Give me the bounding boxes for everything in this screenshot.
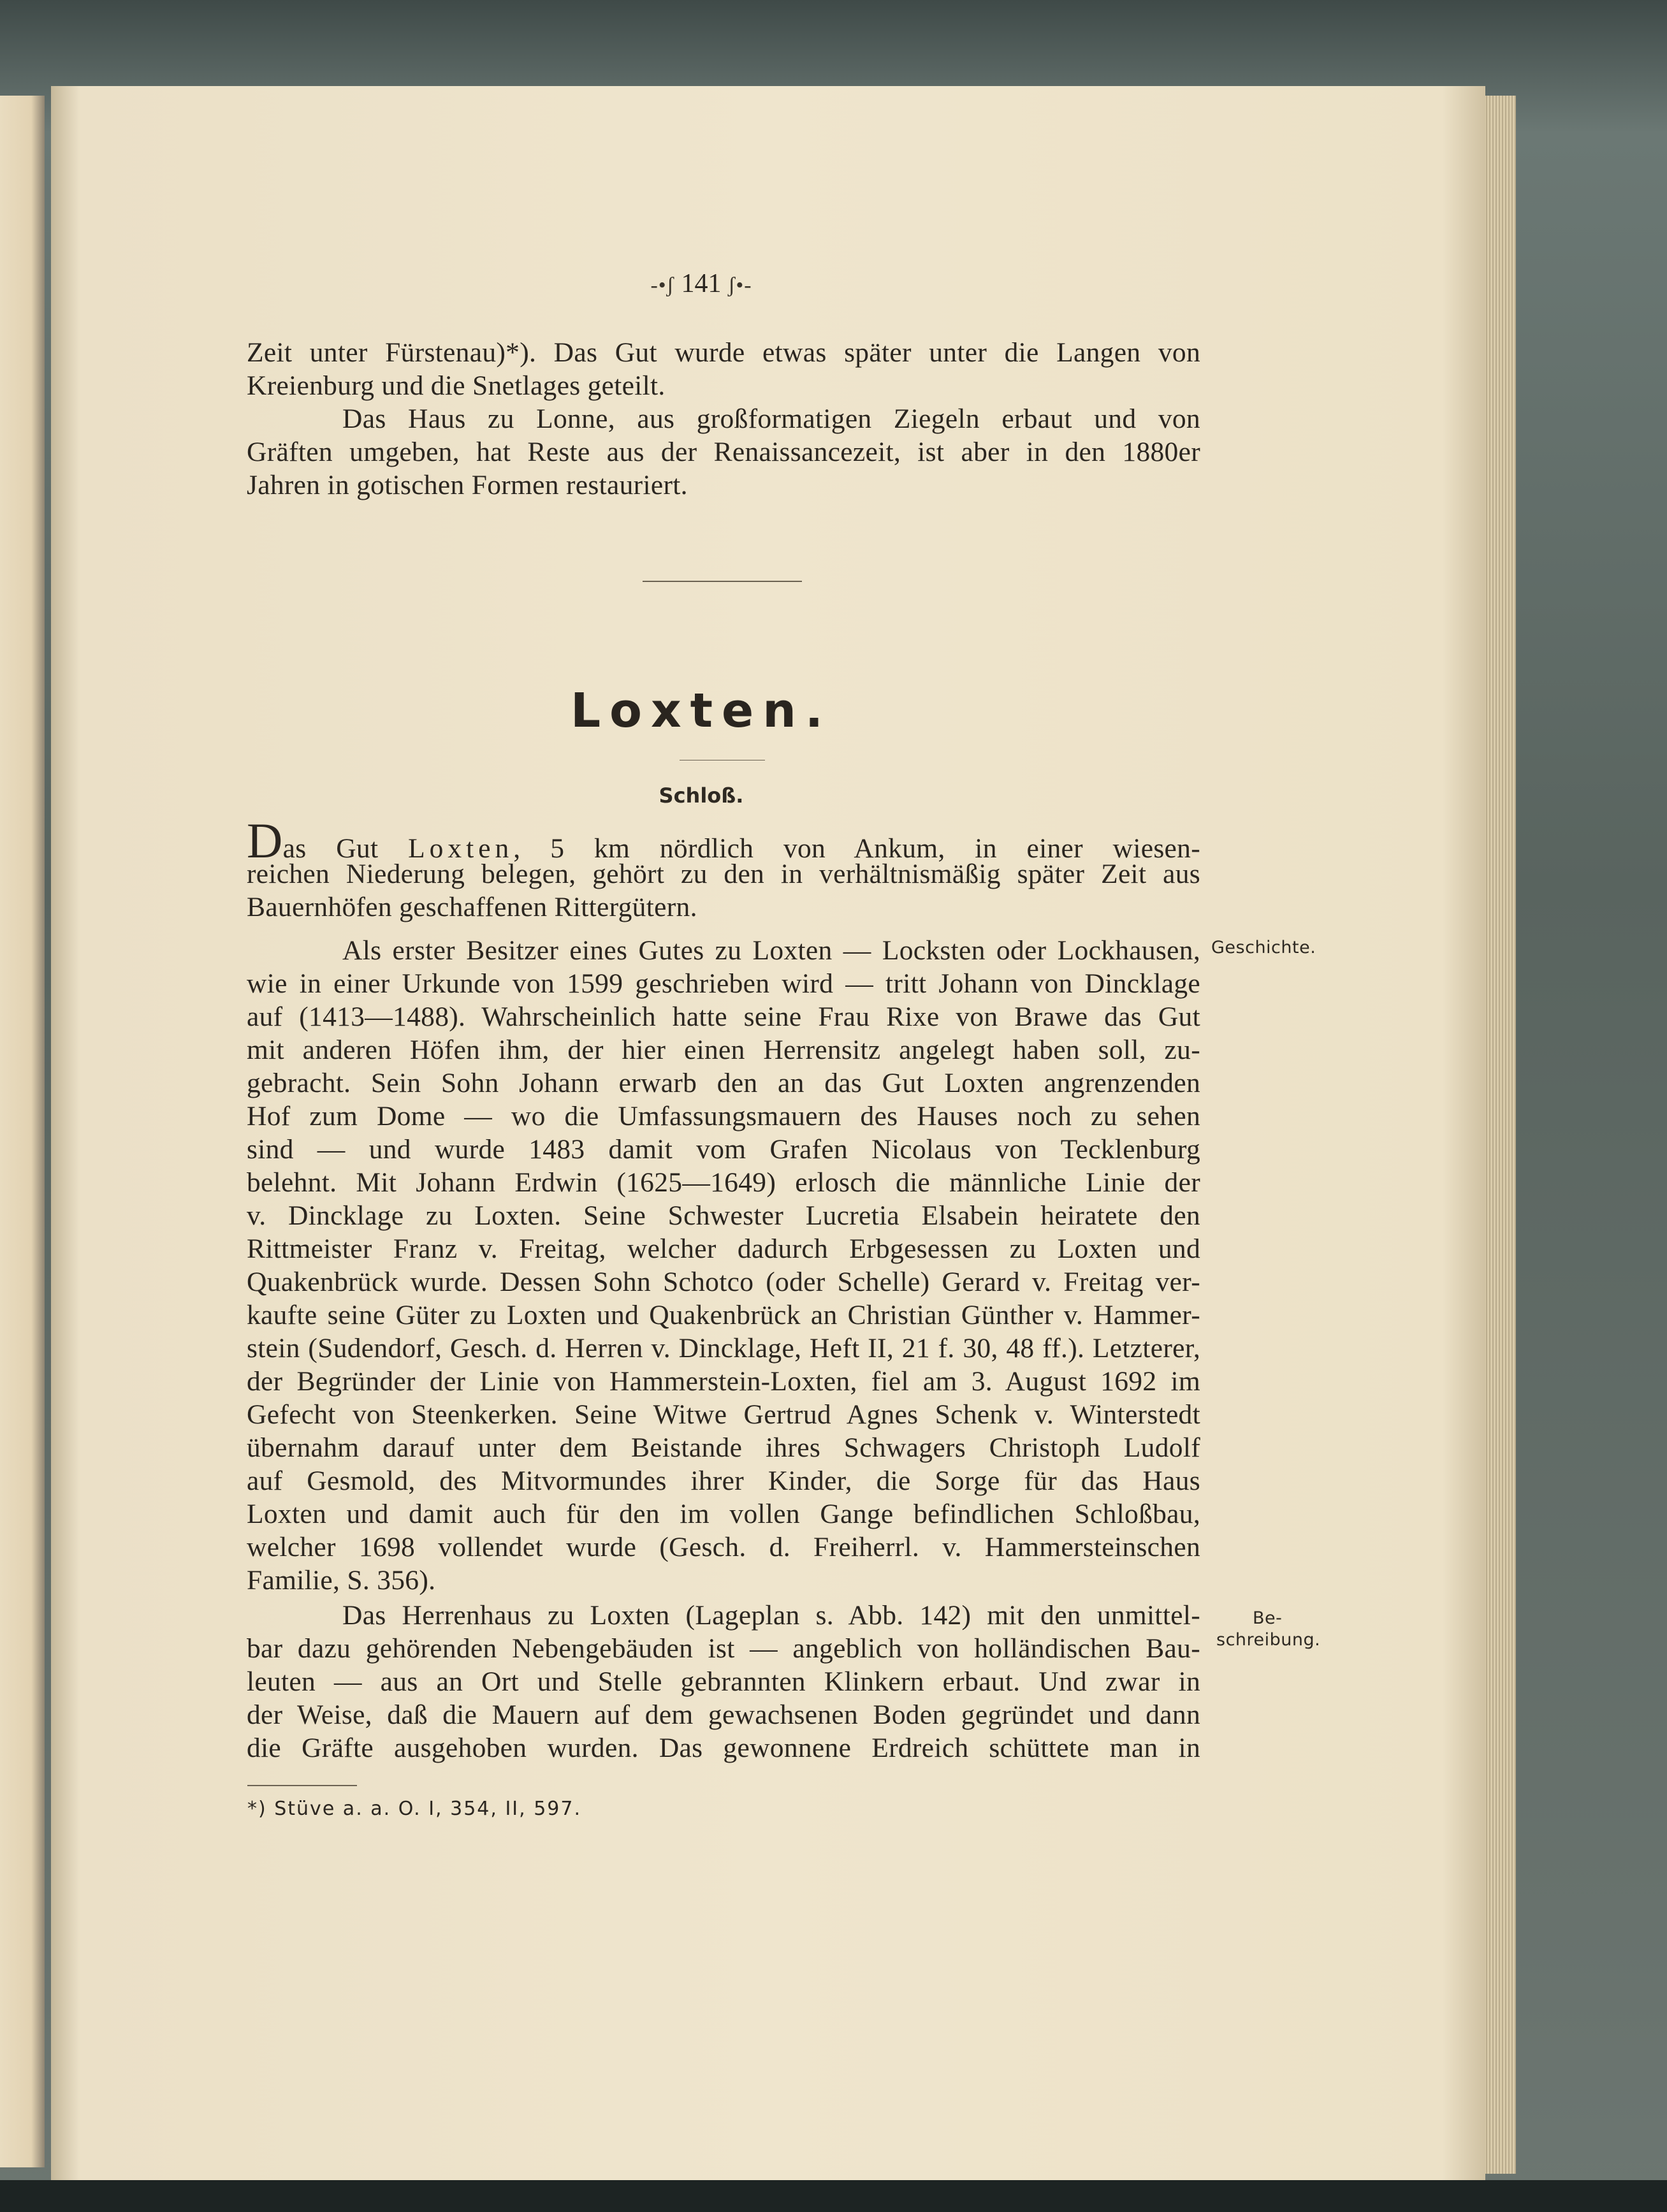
sidenote-description-1: Be-: [1253, 1608, 1283, 1628]
text-line: Jahren in gotischen Formen restauriert.: [247, 470, 688, 500]
text-line: Hof zum Dome — wo die Umfassungsmauern des Hauses noch zu sehen: [247, 1101, 1200, 1131]
page-header: [574, 268, 829, 302]
text-line: stein (Sudendorf, Gesch. d. Herren v. Dincklage, Heft II, 21 f. 30, 48 ff.). Letzterer,: [247, 1333, 1200, 1364]
text-line: reichen Niederung belegen, gehört zu den in verhältnismäßig später Zeit aus: [247, 859, 1200, 889]
drop-initial: D: [247, 813, 283, 868]
text-line: v. Dincklage zu Loxten. Seine Schwester Lucretia Elsabein heiratete den: [247, 1200, 1200, 1231]
ornament-left: -•ʃ: [650, 273, 674, 297]
text-line: sind — und wurde 1483 damit vom Grafen Nicolaus von Tecklenburg: [247, 1134, 1200, 1165]
text-line: belehnt. Mit Johann Erdwin (1625—1649) erlosch die männliche Linie der: [247, 1167, 1200, 1198]
text-line: Quakenbrück wurde. Dessen Sohn Schotco (oder Schelle) Gerard v. Freitag ver-: [247, 1267, 1200, 1297]
binding-bottom: [0, 2180, 1667, 2212]
section-title: Loxten.: [570, 683, 833, 738]
sidenote-description-2: schreibung.: [1216, 1630, 1321, 1650]
text-line: der Begründer der Linie von Hammerstein-Loxten, fiel am 3. August 1692 im: [247, 1366, 1200, 1397]
footnote: *) Stüve a. a. O. I, 354, II, 597.: [247, 1798, 582, 1820]
subsection-title: Schloß.: [659, 783, 744, 808]
text-line: Gefecht von Steenkerken. Seine Witwe Gertrud Agnes Schenk v. Winterstedt: [247, 1399, 1200, 1430]
text-line: wie in einer Urkunde von 1599 geschrieben wird — tritt Johann von Dincklage: [247, 968, 1200, 999]
footnote-rule: [247, 1785, 357, 1786]
text-line: Loxten und damit auch für den im vollen Gange befindlichen Schloßbau,: [247, 1499, 1200, 1529]
text-line: Gräften umgeben, hat Reste aus der Renaissancezeit, ist aber in den 1880er: [247, 437, 1200, 467]
text-line: Bauernhöfen geschaffenen Rittergütern.: [247, 892, 697, 922]
text-line: der Weise, daß die Mauern auf dem gewachsenen Boden gegründet und dann: [247, 1699, 1200, 1730]
text-fragment: , 5 km nördlich von Ankum, in einer wiesen-: [513, 833, 1200, 864]
text-line: auf (1413—1488). Wahrscheinlich hatte seine Frau Rixe von Brawe das Gut: [247, 1001, 1200, 1032]
text-line: Das Haus zu Lonne, aus großformatigen Ziegeln erbaut und von: [342, 404, 1200, 434]
sidenote-history: Geschichte.: [1211, 938, 1316, 957]
text-line: Als erster Besitzer eines Gutes zu Loxten — Locksten oder Lockhausen,: [342, 935, 1200, 966]
text-line: mit anderen Höfen ihm, der hier einen Herrensitz angelegt haben soll, zu-: [247, 1035, 1200, 1065]
text-line: auf Gesmold, des Mitvormundes ihrer Kinder, die Sorge für das Haus: [247, 1466, 1200, 1496]
spaced-place-name: Loxten: [408, 833, 514, 864]
text-line: Rittmeister Franz v. Freitag, welcher dadurch Erbgesessen zu Loxten und: [247, 1233, 1200, 1264]
text-line: Kreienburg und die Snetlages geteilt.: [247, 370, 666, 401]
page-number: 141: [681, 269, 722, 298]
left-page-edge: [0, 96, 45, 2167]
text-line: die Gräfte ausgehoben wurden. Das gewonnene Erdreich schüttete man in: [247, 1733, 1200, 1763]
text-line: gebracht. Sein Sohn Johann erwarb den an das Gut Loxten angrenzenden: [247, 1068, 1200, 1098]
text-line: kaufte seine Güter zu Loxten und Quakenbrück an Christian Günther v. Hammer-: [247, 1300, 1200, 1330]
text-line: welcher 1698 vollendet wurde (Gesch. d. Freiherrl. v. Hammersteinschen: [247, 1532, 1200, 1562]
text-line: Das Herrenhaus zu Loxten (Lageplan s. Abb. 142) mit den unmittel-: [342, 1600, 1200, 1631]
ornament-right: ʃ•-: [728, 273, 752, 297]
text-fragment: as Gut: [282, 833, 409, 864]
text-line: bar dazu gehörenden Nebengebäuden ist — angeblich von holländischen Bau-: [247, 1633, 1200, 1664]
text-line: leuten — aus an Ort und Stelle gebrannten Klinkern erbaut. Und zwar in: [247, 1666, 1200, 1697]
text-line: Zeit unter Fürstenau)*). Das Gut wurde etwas später unter die Langen von: [247, 337, 1200, 368]
section-divider: [643, 581, 802, 582]
text-line: Familie, S. 356).: [247, 1565, 436, 1596]
text-line: übernahm darauf unter dem Beistande ihres Schwagers Christoph Ludolf: [247, 1432, 1200, 1463]
